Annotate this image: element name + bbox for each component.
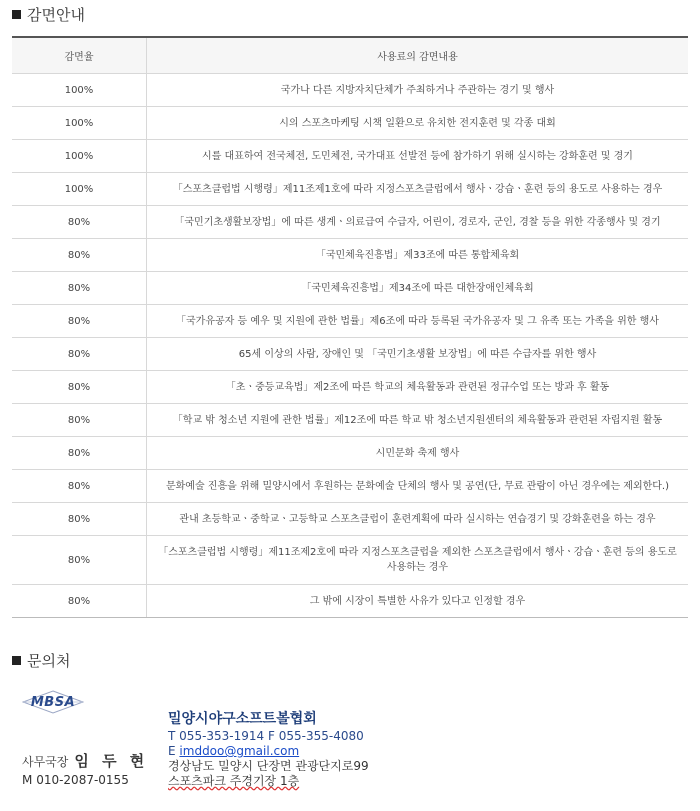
address-line-1: 경상남도 밀양시 단장면 관광단지로99 [168,759,369,773]
header-rate: 감면율 [12,37,147,74]
rate-cell: 100% [12,140,147,173]
rate-cell: 80% [12,272,147,305]
content-cell: 「스포츠클럽법 시행령」제11조제2호에 따라 지정스포츠클럽을 제외한 스포츠클럽에서 행사ㆍ강습ㆍ훈련 등의 용도로 사용하는 경우 [147,536,689,585]
table-row [12,305,688,338]
table-row [12,585,688,618]
content-cell: 그 밖에 시장이 특별한 사유가 있다고 인정할 경우 [147,585,689,618]
table-row [12,470,688,503]
contact-person [22,750,148,787]
mobile-label: M [22,773,33,787]
person-name: 임 두 현 [74,752,149,770]
content-cell: 「국민체육진흥법」제34조에 따른 대한장애인체육회 [147,272,689,305]
discount-table [12,36,688,618]
organization-name: 밀양시야구소프트볼협회 [168,711,317,727]
discount-section-title-text: 감면안내 [27,6,85,24]
contact-section-title-text: 문의처 [27,652,71,670]
table-row [12,107,688,140]
square-bullet-icon [12,656,21,665]
rate-cell: 80% [12,404,147,437]
discount-section-title [12,4,85,25]
table-row [12,173,688,206]
table-row [12,140,688,173]
fax-label: F [268,729,275,743]
address-line-2: 스포츠파크 주경기장 1층 [168,774,300,788]
content-cell: 「국민기초생활보장법」에 따른 생계ㆍ의료급여 수급자, 어린이, 경로자, 군인, 경찰 등을 위한 각종행사 및 경기 [147,206,689,239]
table-row [12,437,688,470]
content-cell: 문화예술 진흥을 위해 밀양시에서 후원하는 문화예술 단체의 행사 및 공연(단, 무료 관람이 아닌 경우에는 제외한다.) [147,470,689,503]
table-header-row [12,37,688,74]
header-content: 사용료의 감면내용 [147,37,689,74]
table-row [12,272,688,305]
table-row [12,404,688,437]
content-cell: 「학교 밖 청소년 지원에 관한 법률」제12조에 따른 학교 밖 청소년지원센터의 체육활동과 관련된 자립지원 활동 [147,404,689,437]
rate-cell: 80% [12,437,147,470]
rate-cell: 80% [12,338,147,371]
content-cell: 시를 대표하여 전국체전, 도민체전, 국가대표 선발전 등에 참가하기 위해 실시하는 강화훈련 및 경기 [147,140,689,173]
rate-cell: 80% [12,470,147,503]
content-cell: 시민문화 축제 행사 [147,437,689,470]
table-row [12,338,688,371]
content-cell: 관내 초등학교ㆍ중학교ㆍ고등학교 스포츠클럽이 훈련계획에 따라 실시하는 연습경기 및 강화훈련을 하는 경우 [147,503,689,536]
phone-fax-line [168,729,369,744]
email-link[interactable]: imddoo@gmail.com [179,744,300,758]
mobile-number: 010-2087-0155 [36,773,129,787]
table-row [12,536,688,585]
content-cell: 「국민체육진흥법」제33조에 따른 통합체육회 [147,239,689,272]
rate-cell: 80% [12,239,147,272]
rate-cell: 100% [12,173,147,206]
logo-text: MBSA [30,694,76,710]
rate-cell: 80% [12,536,147,585]
table-row [12,371,688,404]
contact-card [0,680,700,811]
content-cell: 시의 스포츠마케팅 시책 일환으로 유치한 전지훈련 및 각종 대회 [147,107,689,140]
table-row [12,503,688,536]
person-role: 사무국장 [22,755,69,769]
table-row [12,206,688,239]
content-cell: 「초ㆍ중등교육법」제2조에 따른 학교의 체육활동과 관련된 정규수업 또는 방과 후 활동 [147,371,689,404]
rate-cell: 80% [12,371,147,404]
discount-table-body [12,74,688,618]
table-row [12,239,688,272]
fax-number: 055-355-4080 [278,729,364,743]
mbsa-logo [22,690,84,714]
tel-label: T [168,729,176,743]
content-cell: 65세 이상의 사람, 장애인 및 「국민기초생활 보장법」에 따른 수급자를 위한 행사 [147,338,689,371]
organization-info [168,712,369,789]
email-label: E [168,744,176,758]
table-row [12,74,688,107]
content-cell: 국가나 다른 지방자치단체가 주최하거나 주관하는 경기 및 행사 [147,74,689,107]
rate-cell: 80% [12,585,147,618]
tel-number: 055-353-1914 [179,729,265,743]
square-bullet-icon [12,10,21,19]
content-cell: 「스포츠클럽법 시행령」제11조제1호에 따라 지정스포츠클럽에서 행사ㆍ강습ㆍ훈련 등의 용도로 사용하는 경우 [147,173,689,206]
contact-section-title [12,650,70,671]
rate-cell: 80% [12,206,147,239]
rate-cell: 100% [12,107,147,140]
rate-cell: 100% [12,74,147,107]
email-line [168,744,369,759]
rate-cell: 80% [12,305,147,338]
rate-cell: 80% [12,503,147,536]
content-cell: 「국가유공자 등 예우 및 지원에 관한 법률」제6조에 따라 등록된 국가유공자 및 그 유족 또는 가족을 위한 행사 [147,305,689,338]
